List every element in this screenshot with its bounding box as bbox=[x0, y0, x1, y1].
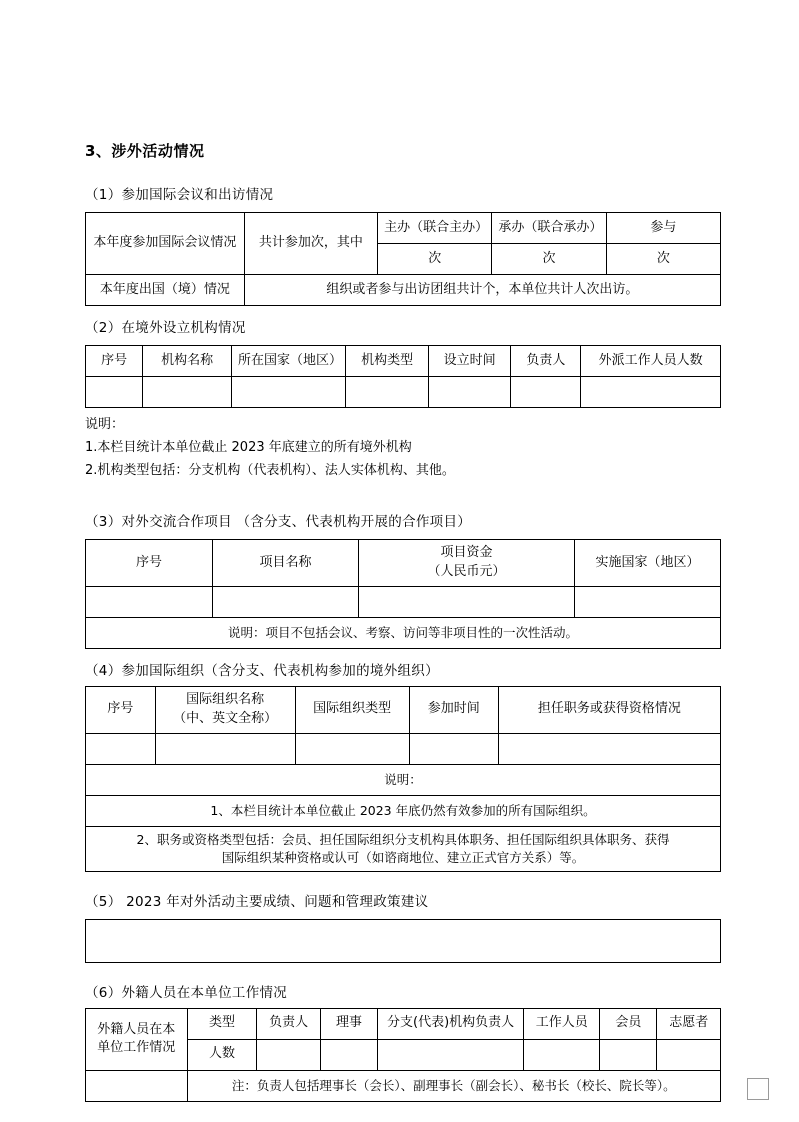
cell-staff-count[interactable] bbox=[524, 1039, 600, 1070]
cell-join-time[interactable] bbox=[409, 733, 498, 764]
header-volunteer: 志愿者 bbox=[657, 1008, 721, 1039]
cell-host-count: 次 bbox=[378, 244, 492, 275]
header-join-time: 参加时间 bbox=[409, 686, 498, 733]
cell-seq[interactable] bbox=[86, 586, 213, 617]
table-header-row bbox=[86, 686, 721, 733]
cell-seq[interactable] bbox=[86, 377, 143, 408]
cell-total-count: 共计参加次，其中 bbox=[244, 213, 377, 275]
note-line-2b: 国际组织某种资格或认可（如谘商地位、建立正式官方关系）等。 bbox=[221, 849, 585, 865]
table-cooperation-projects bbox=[85, 539, 721, 649]
cell-org-type[interactable] bbox=[295, 733, 409, 764]
cell-implementing-country[interactable] bbox=[574, 586, 720, 617]
header-org-line2: （中、英文全称） bbox=[173, 710, 278, 726]
cell-abroad-content: 组织或者参与出访团组共计个，本单位共计人次出访。 bbox=[244, 275, 720, 306]
cell-institution-name[interactable] bbox=[143, 377, 232, 408]
side-label-line1: 外籍人员在本 bbox=[97, 1021, 176, 1037]
header-established-time: 设立时间 bbox=[428, 346, 511, 377]
table-international-organizations bbox=[85, 686, 721, 765]
cell-dispatched-staff[interactable] bbox=[581, 377, 721, 408]
header-country: 所在国家（地区） bbox=[232, 346, 346, 377]
header-seq: 序号 bbox=[86, 686, 156, 733]
table-note-row bbox=[86, 1070, 721, 1101]
header-institution-type: 机构类型 bbox=[346, 346, 429, 377]
header-member: 会员 bbox=[600, 1008, 657, 1039]
note-line-2 bbox=[86, 826, 721, 871]
cell-project-fund[interactable] bbox=[359, 586, 575, 617]
cell-undertake-count: 次 bbox=[492, 244, 606, 275]
cell-seq[interactable] bbox=[86, 733, 156, 764]
header-org-name bbox=[155, 686, 295, 733]
table-foreign-staff bbox=[85, 1008, 721, 1102]
note-foreign-staff: 注：负责人包括理事长（会长）、副理事长（副会长）、秘书长（校长、院长等）。 bbox=[187, 1070, 720, 1101]
subsection-3-title: （3）对外交流合作项目 （含分支、代表机构开展的合作项目） bbox=[85, 514, 472, 531]
cell-volunteer-count[interactable] bbox=[657, 1039, 721, 1070]
table-row bbox=[86, 765, 721, 796]
header-type: 类型 bbox=[187, 1008, 257, 1039]
cell-join-count: 次 bbox=[606, 244, 720, 275]
table-row bbox=[86, 733, 721, 764]
table-international-meetings bbox=[85, 212, 721, 306]
header-director: 理事 bbox=[320, 1008, 377, 1039]
header-project-name: 项目名称 bbox=[213, 540, 359, 587]
achievements-input-box[interactable] bbox=[85, 919, 721, 963]
cell-member-count[interactable] bbox=[600, 1039, 657, 1070]
cell-established-time[interactable] bbox=[428, 377, 511, 408]
note-line-0: 说明： bbox=[86, 765, 721, 796]
cell-position-qualification[interactable] bbox=[498, 733, 720, 764]
note-line-2a: 2、职务或资格类型包括：会员、担任国际组织分支机构具体职务、担任国际组织具体职务、获得 bbox=[136, 831, 670, 847]
cell-empty bbox=[86, 1070, 188, 1101]
row-label-abroad: 本年度出国（境）情况 bbox=[86, 275, 245, 306]
cell-director-count[interactable] bbox=[320, 1039, 377, 1070]
note-line-1: 1、本栏目统计本单位截止 2023 年底仍然有效参加的所有国际组织。 bbox=[86, 795, 721, 826]
table-row bbox=[86, 586, 721, 617]
header-undertake: 承办（联合承办） bbox=[492, 213, 606, 244]
header-org-line1: 国际组织名称 bbox=[186, 691, 265, 707]
header-join: 参与 bbox=[606, 213, 720, 244]
side-label-foreign-staff bbox=[86, 1008, 188, 1070]
header-institution-name: 机构名称 bbox=[143, 346, 232, 377]
subsection-6-title: （6）外籍人员在本单位工作情况 bbox=[85, 984, 288, 1001]
header-principal: 负责人 bbox=[257, 1008, 321, 1039]
table-row bbox=[86, 826, 721, 871]
table-overseas-institutions bbox=[85, 345, 721, 408]
table-row bbox=[86, 377, 721, 408]
cell-org-name[interactable] bbox=[155, 733, 295, 764]
subsection-1-title: （1）参加国际会议和出访情况 bbox=[85, 187, 274, 203]
header-implementing-country: 实施国家（地区） bbox=[574, 540, 720, 587]
header-principal: 负责人 bbox=[511, 346, 581, 377]
table-row bbox=[86, 213, 721, 244]
side-label-line2: 单位工作情况 bbox=[97, 1040, 176, 1056]
table-international-meetings-wrap bbox=[85, 212, 721, 306]
cell-branch-principal-count[interactable] bbox=[378, 1039, 524, 1070]
header-org-type: 国际组织类型 bbox=[295, 686, 409, 733]
page-corner-mark bbox=[747, 1078, 769, 1100]
subsection-2-title: （2）在境外设立机构情况 bbox=[85, 320, 246, 336]
header-project-fund bbox=[359, 540, 575, 587]
row-label-count: 人数 bbox=[187, 1039, 257, 1070]
subsection-5-title: （5） 2023 年对外活动主要成绩、问题和管理政策建议 bbox=[85, 893, 429, 910]
cell-project-name[interactable] bbox=[213, 586, 359, 617]
note-overseas-institutions bbox=[85, 414, 721, 482]
row-label-meetings: 本年度参加国际会议情况 bbox=[86, 213, 245, 275]
table-header-row bbox=[86, 540, 721, 587]
header-branch-principal: 分支(代表)机构负责人 bbox=[378, 1008, 524, 1039]
table-note-international-organizations bbox=[85, 765, 721, 872]
note-line-2: 2.机构类型包括：分支机构（代表机构）、法人实体机构、其他。 bbox=[85, 462, 455, 478]
header-dispatched-staff: 外派工作人员人数 bbox=[581, 346, 721, 377]
note-line-1: 1.本栏目统计本单位截止 2023 年底建立的所有境外机构 bbox=[85, 439, 412, 455]
cell-country[interactable] bbox=[232, 377, 346, 408]
section-title: 3、涉外活动情况 bbox=[85, 142, 205, 160]
table-header-row bbox=[86, 346, 721, 377]
header-fund-line2: （人民币元） bbox=[427, 564, 506, 580]
note-line-0: 说明： bbox=[85, 417, 125, 432]
header-seq: 序号 bbox=[86, 346, 143, 377]
header-position-qualification: 担任职务或获得资格情况 bbox=[498, 686, 720, 733]
header-staff: 工作人员 bbox=[524, 1008, 600, 1039]
cell-principal[interactable] bbox=[511, 377, 581, 408]
header-fund-line1: 项目资金 bbox=[440, 545, 493, 561]
cell-institution-type[interactable] bbox=[346, 377, 429, 408]
note-cooperation-projects: 说明：项目不包括会议、考察、访问等非项目性的一次性活动。 bbox=[86, 617, 721, 648]
table-header-row bbox=[86, 1008, 721, 1039]
subsection-4-title: （4）参加国际组织（含分支、代表机构参加的境外组织） bbox=[85, 662, 439, 679]
header-host: 主办（联合主办） bbox=[378, 213, 492, 244]
cell-principal-count[interactable] bbox=[257, 1039, 321, 1070]
table-row bbox=[86, 275, 721, 306]
header-seq: 序号 bbox=[86, 540, 213, 587]
table-row bbox=[86, 795, 721, 826]
table-note-row bbox=[86, 617, 721, 648]
